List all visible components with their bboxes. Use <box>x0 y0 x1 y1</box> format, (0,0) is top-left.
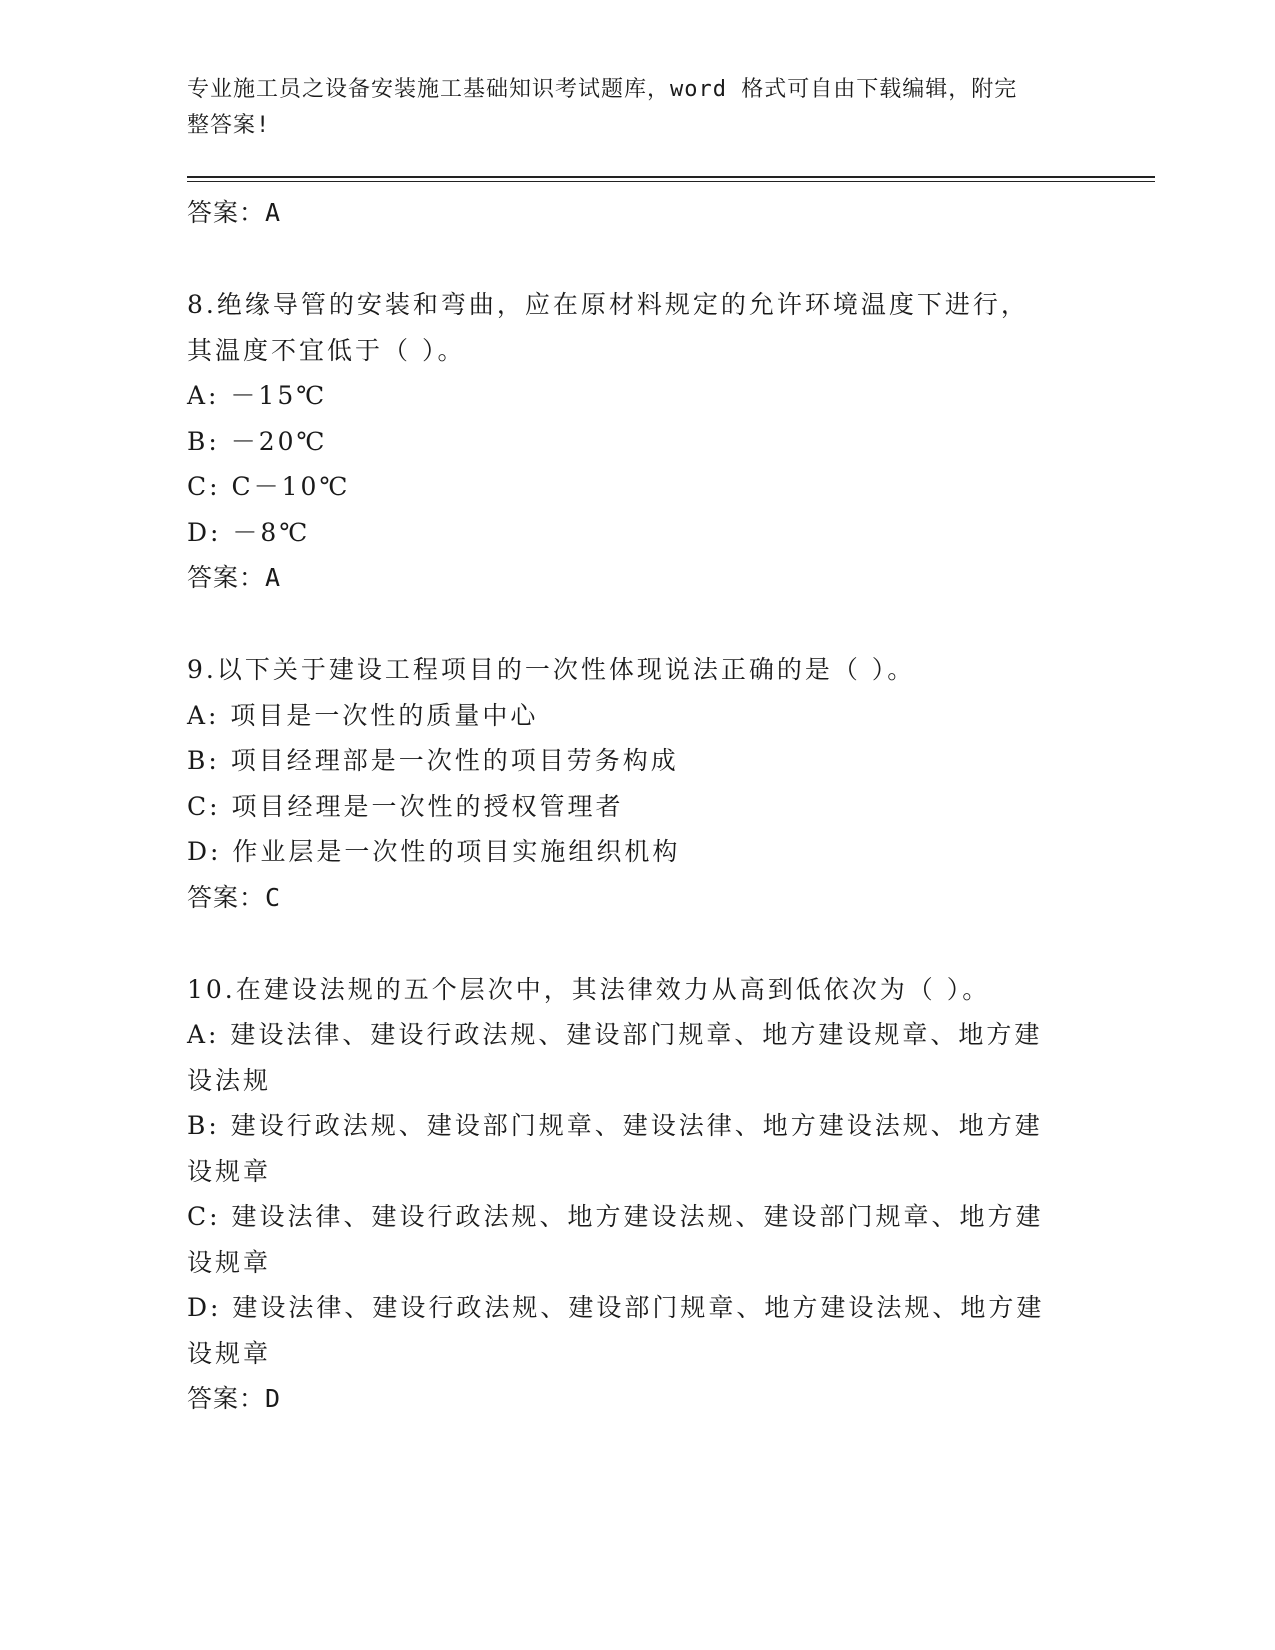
option-c: C: 项目经理是一次性的授权管理者 <box>187 791 624 821</box>
option-d: D: －8℃ <box>187 517 311 547</box>
question-10 <box>187 967 1087 1423</box>
document-header <box>187 72 1087 144</box>
option-d: D: 作业层是一次性的项目实施组织机构 <box>187 837 681 866</box>
option-c: C: C－10℃ <box>187 472 351 501</box>
option-a: A: －15℃ <box>187 381 328 410</box>
question-8 <box>187 282 1087 601</box>
previous-answer: 答案：A <box>187 198 282 227</box>
header-line-1: 专业施工员之设备安装施工基础知识考试题库，word 格式可自由下载编辑，附完 <box>187 77 1018 102</box>
option-a: A: 建设法律、建设行政法规、建设部门规章、地方建设规章、地方建 设法规 <box>187 1020 1043 1095</box>
header-line-2: 整答案! <box>187 113 271 138</box>
document-body <box>187 190 1087 1422</box>
option-b: B: 项目经理部是一次性的项目劳务构成 <box>187 746 679 775</box>
question-answer: 答案：D <box>187 1384 282 1413</box>
question-stem: 10.在建设法规的五个层次中，其法律效力从高到低依次为（ ）。 <box>187 974 991 1004</box>
option-a: A: 项目是一次性的质量中心 <box>187 700 539 730</box>
question-stem: 8.绝缘导管的安装和弯曲，应在原材料规定的允许环境温度下进行， 其温度不宜低于（ ）。 <box>187 290 1029 365</box>
option-c: C: 建设法律、建设行政法规、地方建设法规、建设部门规章、地方建 设规章 <box>187 1202 1044 1277</box>
question-answer: 答案：C <box>187 882 282 912</box>
option-b: B: －20℃ <box>187 426 328 456</box>
question-9 <box>187 647 1087 921</box>
header-rule-thick <box>187 176 1155 178</box>
header-rule-thin <box>187 181 1155 182</box>
question-stem: 9.以下关于建设工程项目的一次性体现说法正确的是（ ）。 <box>187 655 916 684</box>
option-d: D: 建设法律、建设行政法规、建设部门规章、地方建设法规、地方建 设规章 <box>187 1293 1045 1368</box>
option-b: B: 建设行政法规、建设部门规章、建设法律、地方建设法规、地方建 设规章 <box>187 1111 1043 1186</box>
question-answer: 答案：A <box>187 563 282 592</box>
